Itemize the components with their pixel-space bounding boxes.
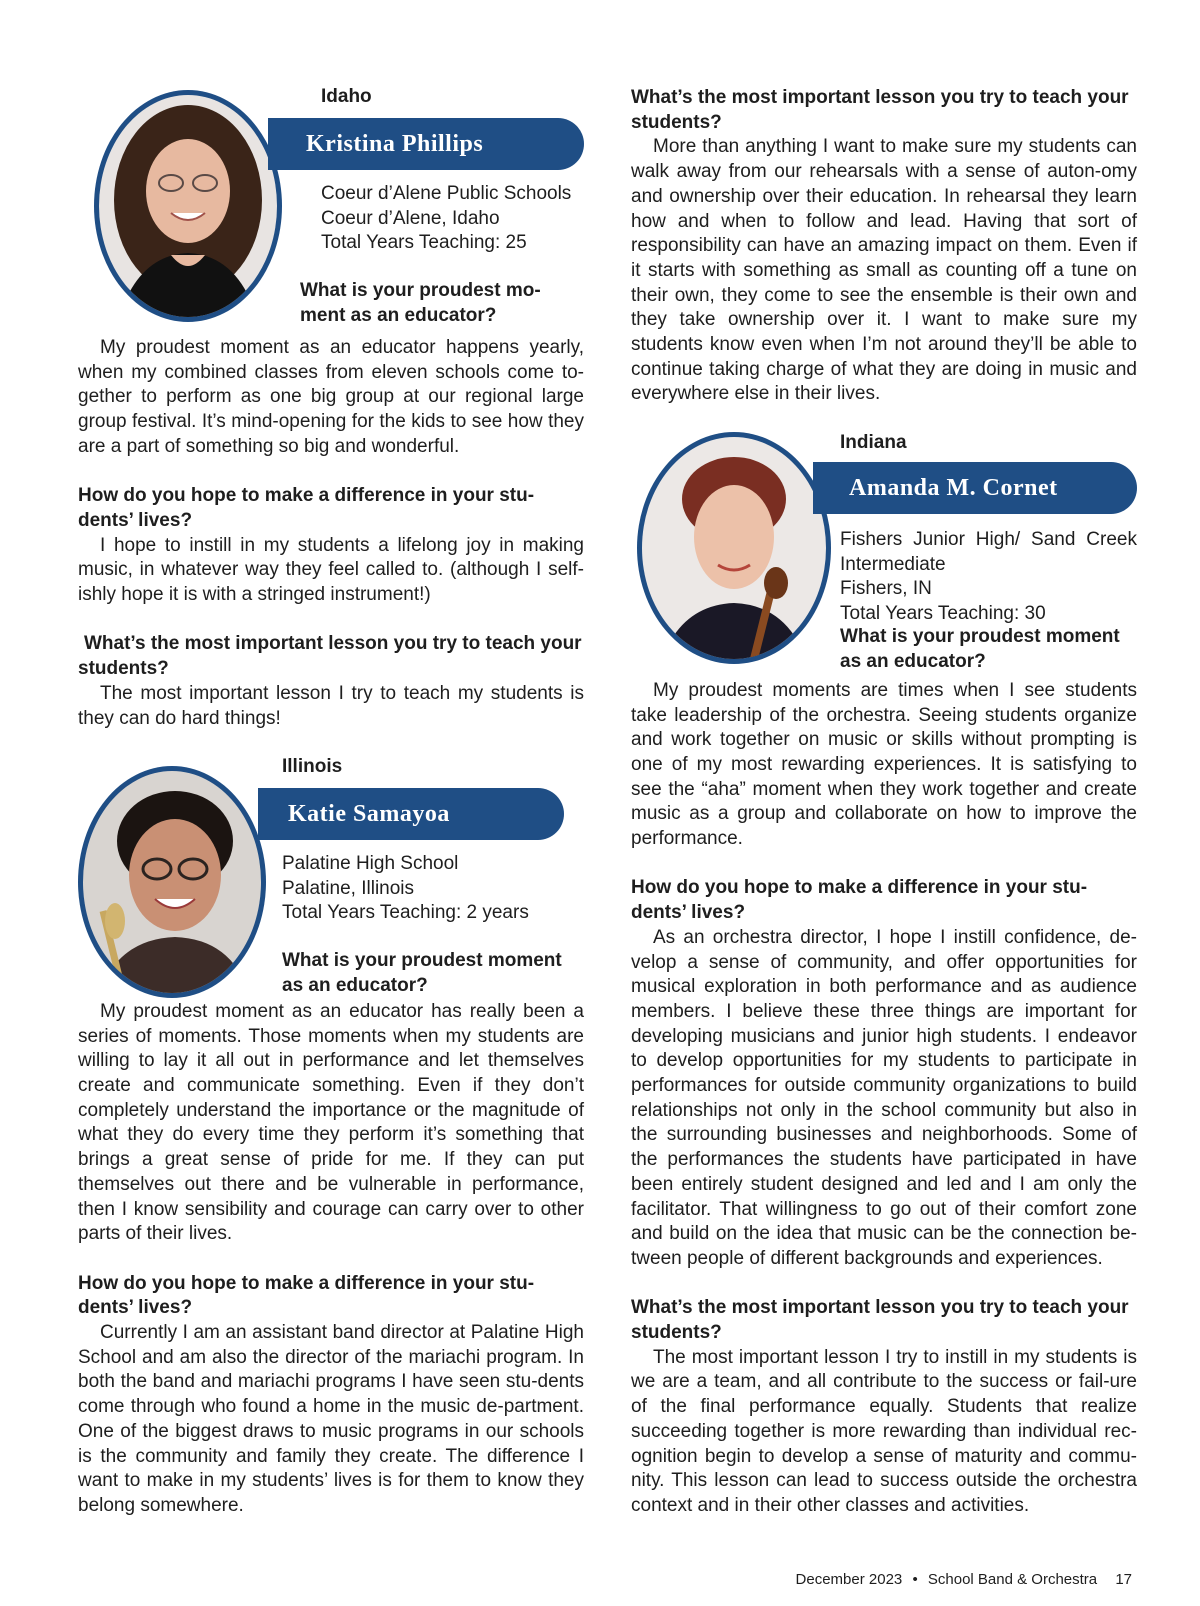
page-number: 17: [1115, 1571, 1132, 1588]
answer-paragraph: The most important lesson I try to teach my students is they can do hard things!: [78, 682, 584, 729]
teacher-info: [321, 182, 571, 256]
profile-amanda-cornet: [631, 432, 1137, 679]
issue-date: December 2023: [795, 1571, 903, 1588]
answer-paragraph: Currently I am an assistant band director at Palatine High School and am also the director of the mariachi program. In both the band and mariachi programs I have seen stu-dents come through who found a home in the music de-partment. One of the biggest draws to music programs in our schools is the community and family they create. The difference I want to make in my students’ lives is for them to know they belong somewhere.: [78, 1322, 584, 1516]
publication-name: School Band & Orchestra: [927, 1571, 1098, 1588]
name-banner: [268, 118, 584, 170]
answer-paragraph: The most important lesson I try to instill in my students is we are a team, and all contribute to the success or fail-ure of the final performance equally. Students that realize succeeding together is more rewarding than individual rec-ognition begin to develop a sense of maturity and commu-nity. This lesson can lead to success outside the orchestra context and in their other classes and activities.: [631, 1346, 1137, 1516]
question-heading: How do you hope to make a difference in your stu-dents’ lives?: [631, 877, 1088, 924]
answer-paragraph: As an orchestra director, I hope I instill confidence, de-velop a sense of community, and offer opportunities for musical exploration in both performance and as audience members. I believe these three things are important for developing musicians and junior high students. I endeavor to develop opportunities for my students to participate in performances for outside community organizations to build relationships not only in the school community but also in the surrounding businesses and neighborhoods. Some of the performances the students have participated in have been entirely student designed and led and I am only the facilitator. That willingness to go out of their comfort zone and build on the idea that music can be the connection be-tween people of different backgrounds and experiences.: [631, 926, 1137, 1269]
question-heading: What’s the most important lesson you try to teach your students?: [631, 87, 1129, 133]
question-heading: What is your proudest mo-ment as an educator?: [300, 280, 541, 326]
answer-paragraph: My proudest moment as an educator happens yearly, when my combined classes from eleven schools come to-gether to perform as one big group at our regional large group festival. It’s mind-opening for the kids to see how they are a part of something so big and wonderful.: [78, 337, 584, 457]
school-city: Palatine, Illinois: [282, 877, 415, 899]
portrait-amanda-cornet: [637, 432, 831, 664]
school-city: Fishers, IN: [840, 578, 932, 600]
teacher-name: Kristina Phillips: [306, 131, 484, 157]
portrait-katie-samayoa: [78, 766, 266, 998]
question-heading: What is your proudest moment as an educator?: [840, 625, 1120, 672]
portrait-photo: [83, 771, 261, 993]
footer-separator: •: [912, 1571, 918, 1588]
years-teaching: Total Years Teaching: 30: [840, 602, 1046, 624]
state-label: Indiana: [840, 431, 907, 453]
answer-paragraph: I hope to instill in my students a lifelong joy in making music, in whatever way they feel called to. (although I self-ishly hope it is with a stringed instrument!): [78, 534, 584, 606]
portrait-kristina-phillips: [94, 90, 282, 322]
profile-katie-samayoa: [78, 756, 584, 1000]
answer-paragraph: My proudest moment as an educator has really been a series of moments. Those moments when my students are willing to lay it all out in performance and let themselves create and communicate something. Even if they don’t completely understand the importance or the magnitude of what they do every time they perform it’s something that brings a great sense of pride for me. If they can put themselves out there and be vulnerable in performance, then I know sensibility and courage can carry over to other parts of their lives.: [78, 1000, 584, 1245]
teacher-info: [282, 852, 529, 926]
teacher-name: Katie Samayoa: [288, 800, 450, 827]
portrait-photo: [99, 95, 277, 317]
school-name: Fishers Junior High/ Sand Creek Intermediate: [840, 528, 1137, 575]
school-name: Coeur d’Alene Public Schools: [321, 183, 572, 204]
teacher-name: Amanda M. Cornet: [849, 474, 1058, 501]
profile-kristina-phillips: [78, 86, 584, 336]
name-banner: [258, 788, 564, 840]
right-column: [631, 86, 1137, 1543]
question-heading: How do you hope to make a difference in your stu-dents’ lives?: [78, 1272, 535, 1319]
teacher-info: [840, 528, 1137, 627]
question-heading: What’s the most important lesson you try to teach your students?: [78, 633, 582, 680]
school-city: Coeur d’Alene, Idaho: [321, 207, 500, 229]
page-footer: [790, 1571, 1132, 1588]
school-name: Palatine High School: [282, 852, 459, 874]
question-heading: What’s the most important lesson you try to teach your students?: [631, 1297, 1129, 1344]
name-banner: [813, 462, 1137, 514]
left-column: [78, 86, 584, 1543]
years-teaching: Total Years Teaching: 2 years: [282, 902, 529, 924]
question-heading: How do you hope to make a difference in your stu-dents’ lives?: [78, 485, 535, 531]
state-label: Idaho: [321, 86, 372, 107]
answer-paragraph: My proudest moments are times when I see students take leadership of the orchestra. Seeing students organize and work together on music or skills without prompting is one of my most rewarding experiences. It is satisfying to see the “aha” moment when they work together and create music as a group and collaborate on how to improve the performance.: [631, 679, 1137, 850]
portrait-photo: [642, 437, 826, 659]
state-label: Illinois: [282, 755, 343, 777]
question-heading: What is your proudest moment as an educator?: [282, 949, 562, 996]
answer-paragraph: More than anything I want to make sure my students can walk away from our rehearsals with a sense of auton-omy and ownership over their education. In rehearsal they learn how and when to follow and lead. Having that sort of responsibility can have an amazing impact on them. Even if it starts with something as small as counting off a tune on their own, they come to see the ensemble is their own and they take ownership over it. I want to make sure my students know even when I’m not around they’ll be able to continue taking charge of what they are doing in music and everywhere else in their lives.: [631, 136, 1137, 405]
years-teaching: Total Years Teaching: 25: [321, 232, 527, 254]
